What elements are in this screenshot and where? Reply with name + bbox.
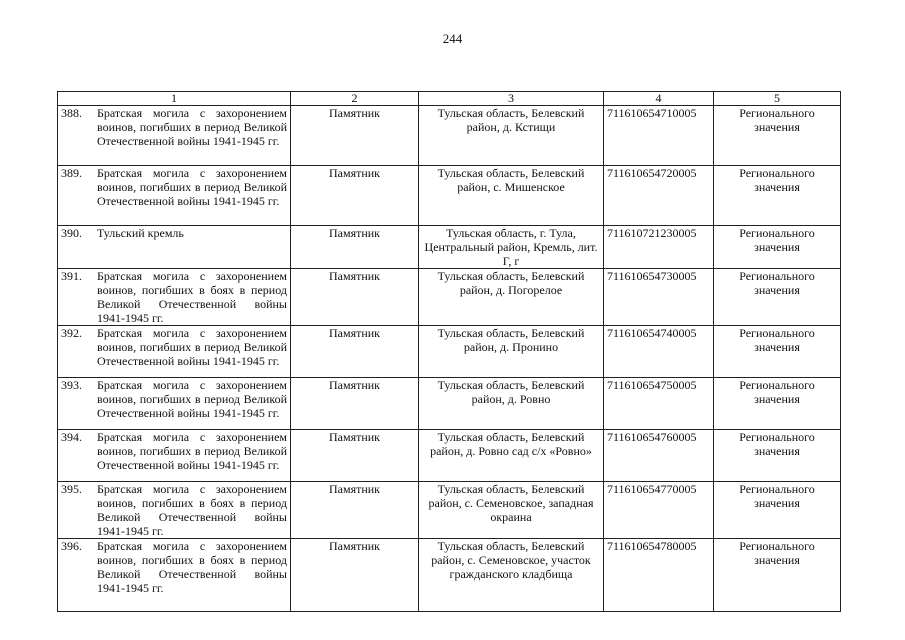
row-number: 389.: [61, 166, 82, 180]
registry-code: 711610654780005: [604, 539, 714, 612]
object-name-cell: [58, 482, 291, 539]
object-name-cell: [58, 269, 291, 326]
significance: Регионального значения: [714, 106, 841, 166]
object-name-cell: [58, 430, 291, 482]
object-name-cell: [58, 226, 291, 269]
object-type: Памятник: [291, 430, 419, 482]
table-row: [58, 226, 841, 269]
significance: Регионального значения: [714, 378, 841, 430]
object-name-cell: [58, 166, 291, 226]
object-name: Братская могила с захоронением воинов, погибших в период Великой Отечественной войны 1941-1945 гг.: [97, 378, 287, 420]
significance: Регионального значения: [714, 166, 841, 226]
object-name: Тульский кремль: [97, 226, 184, 240]
registry-code: 711610654740005: [604, 326, 714, 378]
object-name: Братская могила с захоронением воинов, погибших в боях в период Великой Отечественной войны 1941-1945 гг.: [97, 482, 287, 538]
table-row: [58, 539, 841, 612]
significance: Регионального значения: [714, 326, 841, 378]
row-number: 390.: [61, 226, 82, 240]
object-location: Тульская область, г. Тула, Центральный район, Кремль, лит. Г, г: [419, 226, 604, 269]
significance: Регионального значения: [714, 226, 841, 269]
registry-code: 711610654750005: [604, 378, 714, 430]
object-type: Памятник: [291, 482, 419, 539]
significance: Регионального значения: [714, 269, 841, 326]
row-number: 393.: [61, 378, 82, 392]
object-location: Тульская область, Белевский район, д. Кстищи: [419, 106, 604, 166]
object-location: Тульская область, Белевский район, с. Семеновское, западная окраина: [419, 482, 604, 539]
significance: Регионального значения: [714, 539, 841, 612]
object-type: Памятник: [291, 539, 419, 612]
table-row: [58, 482, 841, 539]
object-location: Тульская область, Белевский район, с. Семеновское, участок гражданского кладбища: [419, 539, 604, 612]
significance: Регионального значения: [714, 482, 841, 539]
registry-code: 711610654730005: [604, 269, 714, 326]
table-row: [58, 106, 841, 166]
object-name: Братская могила с захоронением воинов, погибших в период Великой Отечественной войны 1941-1945 гг.: [97, 430, 287, 472]
object-name: Братская могила с захоронением воинов, погибших в период Великой Отечественной войны 1941-1945 гг.: [97, 106, 287, 148]
row-number: 395.: [61, 482, 82, 496]
table-row: [58, 166, 841, 226]
registry-code: 711610654770005: [604, 482, 714, 539]
table-row: [58, 378, 841, 430]
object-name-cell: [58, 378, 291, 430]
significance: Регионального значения: [714, 430, 841, 482]
object-type: Памятник: [291, 226, 419, 269]
table-row: [58, 326, 841, 378]
object-type: Памятник: [291, 378, 419, 430]
registry-code: 711610654720005: [604, 166, 714, 226]
column-header: 1: [58, 92, 291, 106]
table-row: [58, 430, 841, 482]
object-name-cell: [58, 539, 291, 612]
object-name-cell: [58, 326, 291, 378]
row-number: 391.: [61, 269, 82, 283]
object-location: Тульская область, Белевский район, д. Погорелое: [419, 269, 604, 326]
object-name: Братская могила с захоронением воинов, погибших в боях в период Великой Отечественной войны 1941-1945 гг.: [97, 539, 287, 595]
registry-code: 711610721230005: [604, 226, 714, 269]
object-location: Тульская область, Белевский район, д. Пронино: [419, 326, 604, 378]
object-name: Братская могила с захоронением воинов, погибших в боях в период Великой Отечественной войны 1941-1945 гг.: [97, 269, 287, 325]
row-number: 392.: [61, 326, 82, 340]
object-type: Памятник: [291, 326, 419, 378]
table-row: [58, 269, 841, 326]
table-header-row: [58, 92, 841, 106]
object-type: Памятник: [291, 269, 419, 326]
object-name-cell: [58, 106, 291, 166]
object-location: Тульская область, Белевский район, д. Ровно сад с/х «Ровно»: [419, 430, 604, 482]
registry-code: 711610654760005: [604, 430, 714, 482]
column-header: 3: [419, 92, 604, 106]
column-header: 4: [604, 92, 714, 106]
row-number: 396.: [61, 539, 82, 553]
column-header: 2: [291, 92, 419, 106]
object-name: Братская могила с захоронением воинов, погибших в период Великой Отечественной войны 1941-1945 гг.: [97, 326, 287, 368]
row-number: 394.: [61, 430, 82, 444]
object-location: Тульская область, Белевский район, с. Мишенское: [419, 166, 604, 226]
object-type: Памятник: [291, 166, 419, 226]
row-number: 388.: [61, 106, 82, 120]
column-header: 5: [714, 92, 841, 106]
object-type: Памятник: [291, 106, 419, 166]
registry-code: 711610654710005: [604, 106, 714, 166]
object-name: Братская могила с захоронением воинов, погибших в период Великой Отечественной войны 1941-1945 гг.: [97, 166, 287, 208]
heritage-registry-table: [57, 91, 841, 612]
page-number: 244: [442, 31, 463, 46]
object-location: Тульская область, Белевский район, д. Ровно: [419, 378, 604, 430]
